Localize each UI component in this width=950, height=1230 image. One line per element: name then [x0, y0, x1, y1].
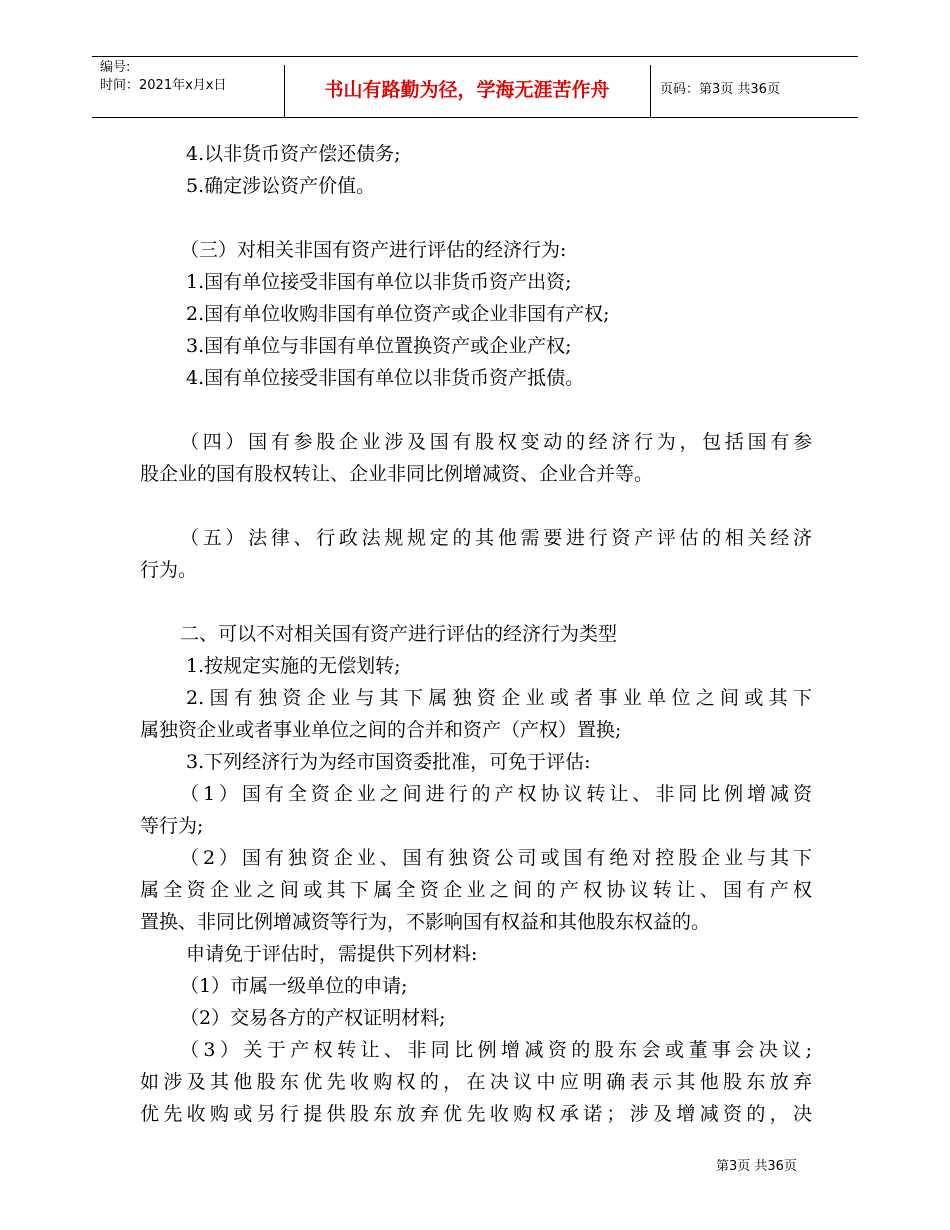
text-line: 1.按规定实施的无偿划转; — [186, 655, 401, 677]
paragraph-line: （四）国有参股企业涉及国有股权变动的经济行为，包括国有参 — [180, 431, 812, 453]
paragraph-line: 属独资企业或者事业单位之间的合并和资产（产权）置换; — [140, 719, 622, 741]
header-motto: 书山有路勤为径，学海无涯苦作舟 — [324, 79, 610, 101]
text-line: 4.以非货币资产偿还债务; — [186, 143, 401, 165]
header-page-number: 页码：第3页 共36页 — [660, 82, 780, 97]
paragraph-line: （五）法律、行政法规规定的其他需要进行资产评估的相关经济 — [180, 527, 812, 549]
paragraph-line: （1）国有全资企业之间进行的产权协议转让、非同比例增减资 — [180, 783, 812, 805]
paragraph-line: 如涉及其他股东优先收购权的，在决议中应明确表示其他股东放弃 — [140, 1071, 812, 1093]
text-line: 1.国有单位接受非国有单位以非货币资产出资; — [186, 271, 572, 293]
paragraph-line: 属全资企业之间或其下属全资企业之间的产权协议转让、国有产权 — [140, 879, 812, 901]
document-body — [140, 138, 812, 1130]
text-line: （2）交易各方的产权证明材料; — [180, 1007, 446, 1029]
paragraph-line: （3）关于产权转让、非同比例增减资的股东会或董事会决议; — [180, 1039, 812, 1061]
paragraph-line: 置换、非同比例增减资等行为，不影响国有权益和其他股东权益的。 — [140, 911, 711, 933]
paragraph-line: 等行为; — [140, 815, 204, 837]
text-line: 3.国有单位与非国有单位置换资产或企业产权; — [186, 335, 572, 357]
header-meta — [100, 59, 280, 95]
page-footer-number: 第3页 共36页 — [716, 1159, 797, 1174]
paragraph-line: 2.国有独资企业与其下属独资企业或者事业单位之间或其下 — [186, 687, 812, 709]
paragraph-line: 股企业的国有股权转让、企业非同比例增减资、企业合并等。 — [140, 463, 654, 485]
text-line: 4.国有单位接受非国有单位以非货币资产抵债。 — [186, 367, 585, 389]
document-time-label: 时间：2021年x月x日 — [100, 78, 227, 93]
text-line: （1）市属一级单位的申请; — [180, 975, 408, 997]
text-line: 3.下列经济行为为经市国资委批准，可免于评估: — [186, 751, 591, 773]
text-line: 5.确定涉讼资产价值。 — [186, 175, 376, 197]
paragraph-line: （2）国有独资企业、国有独资公司或国有绝对控股企业与其下 — [180, 847, 812, 869]
page-header — [92, 56, 858, 118]
header-divider — [650, 65, 651, 117]
paragraph-line: 优先收购或另行提供股东放弃优先收购权承诺；涉及增减资的，决 — [140, 1103, 812, 1125]
text-line: 2.国有单位收购非国有单位资产或企业非国有产权; — [186, 303, 610, 325]
paragraph-line: 行为。 — [140, 559, 198, 581]
document-number-label: 编号: — [100, 60, 131, 75]
section-heading: （三）对相关非国有资产进行评估的经济行为: — [180, 239, 567, 261]
text-line: 申请免于评估时，需提供下列材料: — [186, 943, 478, 965]
section-heading: 二、可以不对相关国有资产进行评估的经济行为类型 — [180, 623, 618, 645]
